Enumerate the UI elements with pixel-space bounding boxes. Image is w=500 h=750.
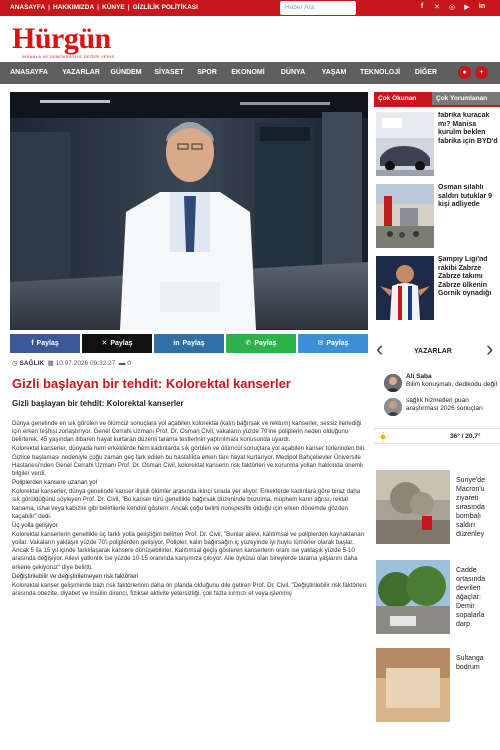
top-links: ANASAYFA | HAKKIMIZDA | KÜNYE | GİZLİLİK POLİTİKASI xyxy=(10,4,198,11)
weather-widget xyxy=(374,428,500,444)
messenger-icon: ✉ xyxy=(317,340,324,347)
article-section-heading: Üç yolla gelişiyor xyxy=(12,521,58,529)
chevron-right-icon[interactable]: › xyxy=(486,336,494,361)
site-logo[interactable] xyxy=(12,24,160,58)
twitter-x-icon[interactable]: ✕ xyxy=(434,4,440,11)
nav-spor[interactable]: SPOR xyxy=(197,69,217,76)
article-paragraph: Kolorektal kanserlerin genellikle üç farklı yolla geliştiğini belirten Prof. Dr. Civil, "Bunlar ailevi, kalıtımsal ve poliplerden kaynaklanan yollar. Vakaların yaklaşık yüzde 70'i poliplerden gelişiyor. Polipler, kalın bağırsağın iç yüzeyinde iyi huylu tümörler olarak başlar. Ancak 5 ila 15 yıl içinde farklılaşarak kansere dönüşebilirler. Kalıtımsal geçiş gösteren kanserlerin oranı ise yaklaşık yüzde 5-10 arasında değişiyor. Ailevi yatkınlık ise yüzde 10-15 oranında karşımıza çıkıyor. Aile öyküsü olan bireylerde tarama yaşlarını daha erkene çekiyoruz" diye belirtti. xyxy=(12,531,365,571)
article-category[interactable]: SAĞLIK xyxy=(19,360,45,367)
news-headline: Suriye'de Macron'u ziyareti sırasında bombalı saldırı düzenley xyxy=(456,477,485,538)
news-headline: fabrika kuracak mı? Manisa kurulm beklen fabrika için BYD'd xyxy=(438,112,498,145)
whatsapp-icon: ✆ xyxy=(245,340,252,347)
user-icon[interactable]: ● xyxy=(458,66,471,79)
clock-icon: ◷ xyxy=(12,360,18,367)
news-thumbnail xyxy=(376,184,434,248)
tab-cok-yorumlanan[interactable]: Çok Yorumlanan xyxy=(432,92,500,105)
article-hero-image xyxy=(10,92,368,330)
share-messenger-button[interactable]: ✉ Paylaş xyxy=(298,334,368,353)
article-title: Gizli başlayan bir tehdit: Kolorektal kanserler xyxy=(12,376,291,391)
article-datetime: 10.07.2026 09:32:27 xyxy=(55,360,116,367)
article-paragraph: Kolorektal kanserler, dünyada hem erkeklerde hem kadınlarda sık görülen ve ölümcül sonuçlara yol açabilen kanser türlerinden biri. Gizlice başlaması nedeniyle çoğu zaman geç fark edilen bu hastalıkta erken tanı hayat kurtarıyor. Medipol Bahçelievler Üniversite Hastanesi'nden Genel Cerrahi Uzmanı Prof. Dr. Osman Civil, kolorektal kanserin risk faktörleri ve korunma yolları hakkında önemli bilgiler verdi. xyxy=(12,445,366,477)
nav-ekonomi[interactable]: EKONOMİ xyxy=(231,69,265,76)
article-section-heading: Poliplerden kansere uzanan yol xyxy=(12,479,98,487)
article-paragraph: Kolorektal kanser gelişiminde bazı risk faktörlerinin daha ön planda olduğunu dile getiren Prof. Dr. Civil, "Değiştirilebilir risk faktörleri arasında obezite, diyabet ve insülin direnci, fiziksel aktivite yetersizliği, çok fazla kırmızı et veya işlenmiş xyxy=(12,582,367,598)
news-thumbnail xyxy=(376,560,450,634)
user-plus-icon[interactable]: + xyxy=(475,66,488,79)
share-linkedin-button[interactable]: in Paylaş xyxy=(154,334,224,353)
top-link-hakkimizda[interactable]: HAKKIMIZDA xyxy=(53,4,95,11)
youtube-icon[interactable]: ▶ xyxy=(464,4,470,11)
news-headline: Cadde ortasında devrilen ağaçlar: Demir sopalarla darp xyxy=(456,567,486,628)
weather-temperature: 36° / 20.7° xyxy=(450,433,481,440)
writers-label: YAZARLAR xyxy=(414,348,452,355)
share-x-button[interactable]: ✕ Paylaş xyxy=(82,334,152,353)
article-section-heading: Değiştirilebilir ve değiştirilemeyen risk faktörleri xyxy=(12,572,139,580)
top-bar xyxy=(0,0,500,16)
nav-yasam[interactable]: YAŞAM xyxy=(321,69,347,76)
writer-headline: Bilim konuşmalı, dedikodu değil xyxy=(406,381,498,388)
linkedin-icon[interactable]: in xyxy=(478,3,486,10)
logo-tagline: İNSANLA VE DEMOKRASİYE DEĞER VERİR xyxy=(22,54,115,59)
writer-item[interactable] xyxy=(382,396,500,418)
top-link-gizlilik[interactable]: GİZLİLİK POLİTİKASI xyxy=(132,4,198,11)
main-nav xyxy=(0,62,500,84)
article-meta xyxy=(12,359,131,367)
facebook-icon: f xyxy=(31,340,34,347)
calendar-icon: ▦ xyxy=(47,360,54,367)
nav-siyaset[interactable]: SİYASET xyxy=(154,69,184,76)
avatar xyxy=(384,374,402,392)
popular-news-item[interactable] xyxy=(374,110,500,178)
chevron-left-icon[interactable]: ‹ xyxy=(376,336,384,361)
linkedin-icon: in xyxy=(173,340,180,347)
news-thumbnail xyxy=(376,112,434,176)
article-paragraph: Kolorektal kanserler, dünya genelinde kanser ilişkili ölümler arasında ikinci sırada yer alıyor. Erkeklerde kadınlara göre biraz daha sık görüldüğünü söyleyen Prof. Dr. Civil, "Bu kanser türü genellikle bağırsak düzeninde bozulma, müphem karın ağrısı, rektal kanama, ishal veya kabızlık gibi belirtilerle kendini gösterir. Ancak çoğu belirti nonspesifik olduğu için erken dönemde gözden kaçabilir" dedi. xyxy=(12,488,361,520)
news-thumbnail xyxy=(376,470,450,544)
popular-tabs xyxy=(374,92,500,105)
nav-yazarlar[interactable]: YAZARLAR xyxy=(62,69,100,76)
comment-icon: ▬ xyxy=(118,360,126,367)
nav-gundem[interactable]: GÜNDEM xyxy=(110,69,142,76)
article-body xyxy=(12,420,368,599)
instagram-icon[interactable]: ◎ xyxy=(448,4,456,11)
nav-dunya[interactable]: DÜNYA xyxy=(280,69,306,76)
comment-count: 0 xyxy=(127,360,131,367)
x-icon: ✕ xyxy=(101,340,108,347)
share-buttons xyxy=(10,334,368,353)
writer-headline: sağlık hizmetleri puan araştırması 2026 sonuçları xyxy=(406,397,483,412)
social-links xyxy=(418,3,486,11)
facebook-icon[interactable]: f xyxy=(420,3,424,10)
writer-item[interactable] xyxy=(382,372,500,394)
tab-underline xyxy=(374,105,500,107)
nav-diger[interactable]: DİĞER xyxy=(414,69,438,76)
writer-name: Ali Saba xyxy=(406,373,432,380)
writers-carousel xyxy=(374,330,500,376)
top-link-anasayfa[interactable]: ANASAYFA xyxy=(10,4,46,11)
avatar xyxy=(384,398,402,416)
logo-wordmark: Hürgün xyxy=(12,22,111,55)
news-headline: Şampiy Ligi'nd rakibi Zabrze Zabrze takımı Zabrze ülkenin Gornik oynadığı xyxy=(438,256,492,298)
nav-anasayfa[interactable]: ANASAYFA xyxy=(10,69,48,76)
search-input[interactable]: Haber Ara xyxy=(280,1,356,15)
news-headline: Osman silahlı saldırı tutuklar 9 kişi adliyede xyxy=(438,184,493,209)
news-headline: Sultanga bodrum xyxy=(456,655,484,671)
tab-cok-okunan[interactable]: Çok Okunan xyxy=(374,92,432,105)
news-thumbnail xyxy=(376,256,434,320)
article-subtitle: Gizli başlayan bir tehdit: Kolorektal kanserler xyxy=(12,399,184,408)
top-link-kunye[interactable]: KÜNYE xyxy=(102,4,125,11)
sun-icon xyxy=(378,432,388,442)
popular-news-item[interactable] xyxy=(374,254,500,322)
nav-teknoloji[interactable]: TEKNOLOJİ xyxy=(359,69,401,76)
popular-news-item[interactable] xyxy=(374,182,500,250)
share-facebook-button[interactable]: f Paylaş xyxy=(10,334,80,353)
article-paragraph: Dünya genelinde en sık görülen ve ölümcül sonuçlara yol açabilen kolorektal (kalın bağırsak ve rektum) kanserler, sessiz ilerlediği için erken teşhisi zorlaştırıyor. Genel Cerrahi Uzmanı Prof. Dr. Osman Civil, vakaların yüzde 70'ine poliplerin neden olduğunu belirterek, 45 yaşından itibaren hayat kurtaran düzenli tarama testlerinin yaptırılması konusunda uyardı. xyxy=(12,420,362,444)
share-whatsapp-button[interactable]: ✆ Paylaş xyxy=(226,334,296,353)
news-thumbnail xyxy=(376,648,450,722)
